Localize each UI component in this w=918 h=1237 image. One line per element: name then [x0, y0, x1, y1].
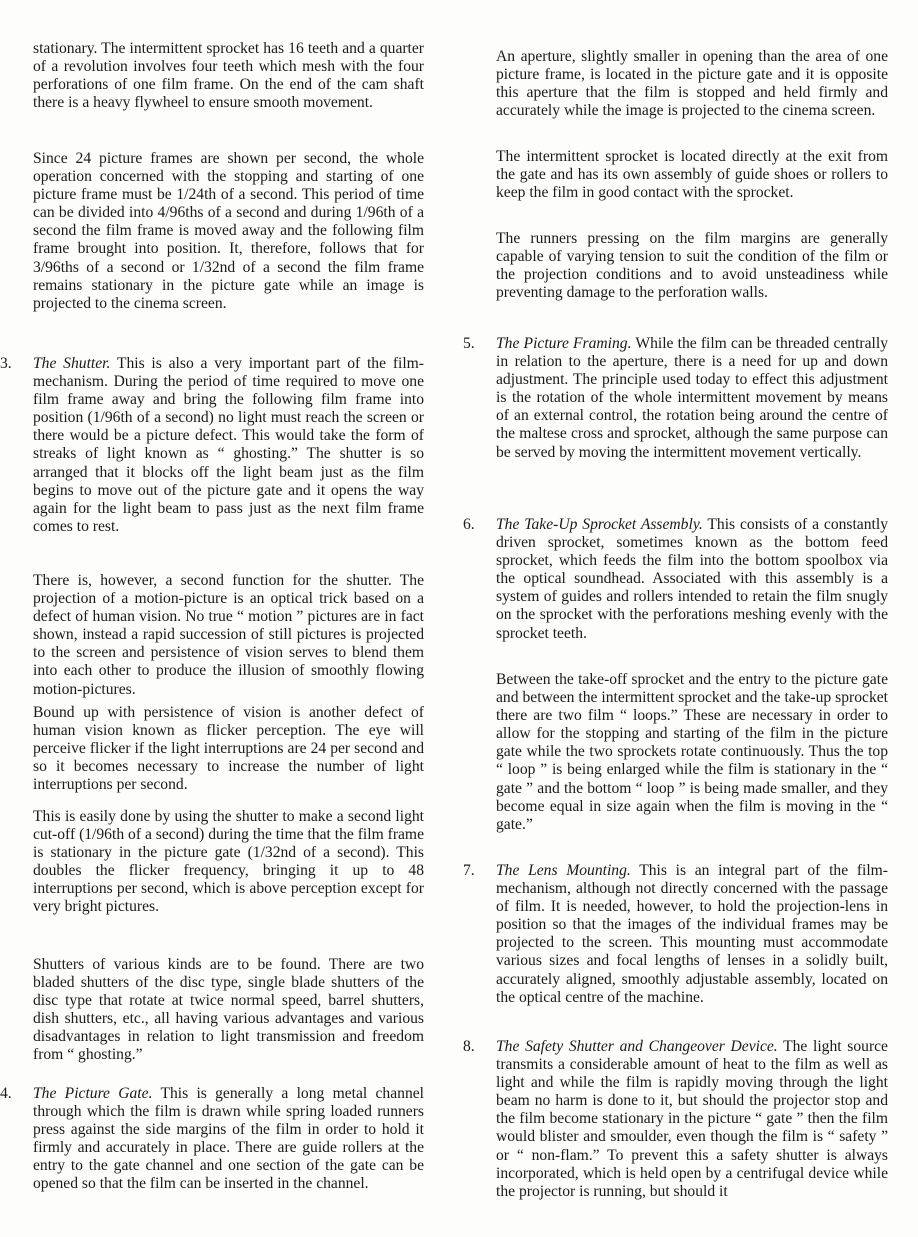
- item-8-text: The light source transmits a considerable amount of heat to the film as well as light and while the film is rapidly moving through the light beam no harm is done to it, but should the projector stop and the film become stationary in the picture “ gate ” then the film would blister and smoulder, even though the film is “ safety ” or “ non-flam.” To prevent this a safety shutter is always incorporated, which is held open by a centrifugal device while the projector is running, but should it: [496, 1038, 888, 1200]
- item-4-picture-gate: [33, 1085, 424, 1194]
- item-7-text: This is an integral part of the film-mechanism, although not directly concerned with the passage of film. It is needed, however, to hold the projection-lens in position so that the images of the individual frames may be projected to the screen. This mounting must accommodate various sizes and focal lengths of lenses in a solidly built, accurately aligned, smoothly adjustable assembly, located on the optical centre of the machine.: [496, 862, 888, 1006]
- paragraph-second-cutoff: This is easily done by using the shutter to make a second light cut-off (1/96th of a second) during the time that the film frame is stationary in the picture gate (1/32nd of a second). This doubles the flicker frequency, bringing it up to 48 interruptions per second, which is above perception except for very bright pictures.: [33, 808, 424, 916]
- paragraph-second-function: There is, however, a second function for the shutter. The projection of a motion-picture is an optical trick based on a defect of human vision. No true “ motion ” pictures are in fact shown, instead a rapid succession of still pictures is projected to the screen and persistence of vision serves to blend them into each other to produce the illusion of smoothly flowing motion-pictures.: [33, 572, 424, 698]
- heading-the-picture-framing: The Picture Framing.: [496, 335, 632, 352]
- item-3-text: This is also a very important part of the film-mechanism. During the period of time required to move one film frame away and bring the following film frame into position (1/96th of a second) no light must reach the screen or there would be a picture defect. This would take the form of streaks of light known as “ ghosting.” The shutter is so arranged that it blocks off the light beam just as the film begins to move out of the picture gate and it opens the way again for the light beam to pass just as the next film frame comes to rest.: [33, 355, 424, 535]
- paragraph-frames-per-second: Since 24 picture frames are shown per second, the whole operation concerned with the stopping and starting of one picture frame must be 1/24th of a second. This period of time can be divided into 4/96ths of a second and during 1/96th of a second the film frame is moved away and the following film frame brought into position. It, therefore, follows that for 3/96ths of a second or 1/32nd of a second the film frame remains stationary in the picture gate while an image is projected to the cinema screen.: [33, 150, 424, 312]
- paragraph-aperture: An aperture, slightly smaller in opening than the area of one picture frame, is located in the picture gate and it is opposite this aperture that the film is stopped and held firmly and accurately while the image is projected to the cinema screen.: [496, 48, 888, 120]
- item-7-lens-mounting: [496, 862, 888, 1007]
- item-number-8: 8.: [463, 1038, 475, 1055]
- paragraph-sprocket-intro: stationary. The intermittent sprocket has 16 teeth and a quarter of a revolution involves four teeth which mesh with the four perforations of one film frame. On the end of the cam shaft there is a heavy flywheel to ensure smooth movement.: [33, 40, 424, 112]
- item-4-text: This is generally a long metal channel through which the film is drawn while spring loaded runners press against the side margins of the film in order to hold it firmly and accurately in place. There are guide rollers at the entry to the gate channel and one section of the gate can be opened so that the film can be inserted in the channel.: [33, 1085, 424, 1193]
- heading-the-shutter: The Shutter.: [33, 355, 111, 372]
- item-number-4: 4.: [0, 1085, 12, 1102]
- item-5-text: While the film can be threaded centrally in relation to the aperture, there is a need for up and down adjustment. The principle used today to effect this adjustment is the rotation of the whole intermittent movement by means of an external control, the rotation being around the centre of the maltese cross and sprocket, although the same purpose can be served by moving the intermittent movement vertically.: [496, 335, 889, 461]
- item-6-text: This consists of a constantly driven sprocket, sometimes known as the bottom feed sprocket, which feeds the film into the bottom spoolbox via the optical soundhead. Associated with this assembly is a system of guides and rollers intended to retain the film snugly on the sprocket with the perforations meshing evenly with the sprocket teeth.: [496, 516, 888, 642]
- item-number-3: 3.: [0, 355, 12, 372]
- heading-the-take-up-sprocket-assembly: The Take-Up Sprocket Assembly.: [496, 516, 703, 533]
- item-5-picture-framing: [496, 335, 888, 462]
- paragraph-shutter-kinds: Shutters of various kinds are to be found. There are two bladed shutters of the disc type, single blade shutters of the disc type that rotate at twice normal speed, barrel shutters, dish shutters, etc., all having various advantages and various disadvantages in relation to light transmission and freedom from “ ghosting.”: [33, 956, 424, 1064]
- paragraph-film-loops: Between the take-off sprocket and the entry to the picture gate and between the intermittent sprocket and the take-up sprocket there are two film “ loops.” These are necessary in order to allow for the stopping and starting of the film in the picture gate while the two sprockets rotate continuously. Thus the top “ loop ” is being enlarged while the film is stationary in the “ gate ” and the bottom “ loop ” is being made smaller, and they become equal in size again when the film is moving in the “ gate.”: [496, 671, 888, 833]
- paragraph-intermittent-exit: The intermittent sprocket is located directly at the exit from the gate and has its own assembly of guide shoes or rollers to keep the film in good contact with the sprocket.: [496, 148, 888, 202]
- item-8-safety-shutter: [496, 1038, 888, 1201]
- paragraph-runners-tension: The runners pressing on the film margins are generally capable of varying tension to suit the condition of the film or the projection conditions and to avoid unsteadiness while preventing damage to the perforation walls.: [496, 230, 888, 302]
- item-3-shutter: [33, 355, 424, 536]
- item-6-take-up-sprocket: [496, 516, 888, 643]
- item-number-6: 6.: [463, 516, 475, 533]
- heading-the-lens-mounting: The Lens Mounting.: [496, 862, 631, 879]
- item-number-7: 7.: [463, 862, 475, 879]
- heading-the-picture-gate: The Picture Gate.: [33, 1085, 153, 1102]
- paragraph-flicker-perception: Bound up with persistence of vision is another defect of human vision known as flicker perception. The eye will perceive flicker if the light interruptions are 24 per second and so it becomes necessary to increase the number of light interruptions per second.: [33, 704, 424, 794]
- heading-the-safety-shutter-and-changeover-device: The Safety Shutter and Changeover Device.: [496, 1038, 778, 1055]
- item-number-5: 5.: [463, 335, 475, 352]
